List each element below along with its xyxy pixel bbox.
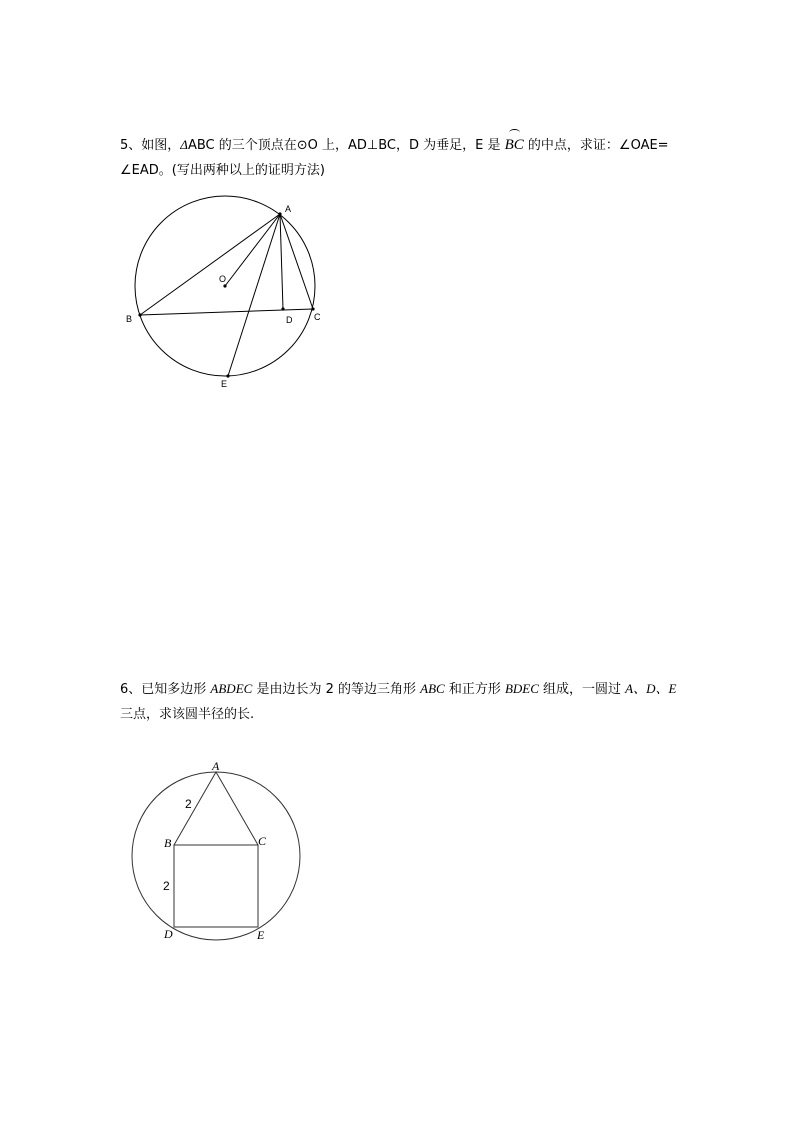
triangle-name: ABC [420,681,445,696]
label-d: D [286,315,293,325]
segment-ab [174,772,216,845]
problem-5-claim: 的中点，求证：∠OAE= [523,138,669,153]
problem-6-part-4: 组成，一圆过 [538,682,626,697]
label-d: D [164,927,173,941]
problem-5-intro: 如图， [141,138,181,153]
label-a: A [285,204,292,214]
problem-6-part-3: 和正方形 [444,682,505,697]
circle-points: A、D、E [625,681,677,696]
arc-bc: BC [505,133,524,158]
label-b: B [126,314,133,324]
problem-5-number: 5、 [120,138,142,153]
side-length-square: 2 [163,879,170,893]
triangle-symbol: Δ [180,137,188,152]
problem-6-intro: 已知多边形 [141,682,211,697]
polygon-name: ABDEC [210,681,253,696]
problem-5-line-2: ∠EAD。(写出两种以上的证明方法) [120,163,325,178]
label-o: O [219,274,227,284]
side-length-triangle: 2 [185,797,192,811]
label-b: B [164,836,172,850]
problem-5-statement: ABC 的三个顶点在⊙O 上，AD⊥BC，D 为垂足，E 是 [187,138,505,153]
problem-6-part-2: 是由边长为 2 的等边三角形 [252,682,421,697]
label-e: E [221,379,228,389]
label-c: C [258,834,267,848]
square-bdec [174,845,258,927]
square-name: BDEC [504,681,539,696]
label-c: C [314,312,321,322]
problem-6-number: 6、 [120,682,142,697]
circle-ade [132,772,300,940]
label-e: E [257,928,265,942]
label-a: A [212,759,220,773]
segment-ac [216,772,258,845]
problem-6-line-2: 三点，求该圆半径的长. [120,707,255,722]
